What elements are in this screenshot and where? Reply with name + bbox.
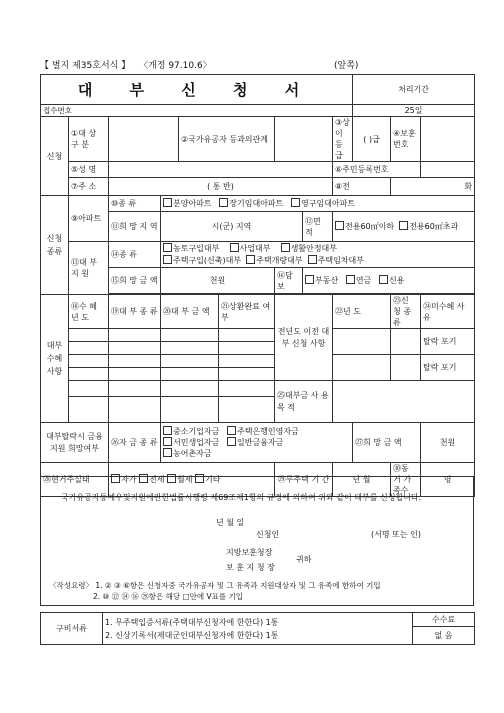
- floor-area-label: ⑫면 적: [303, 212, 333, 242]
- applicant-section-label: [41, 117, 69, 196]
- signature-field[interactable]: (서명 또는 인): [371, 530, 421, 539]
- fund-type-option-label: 일반금융자금: [237, 438, 284, 447]
- checkbox-icon: [305, 275, 314, 284]
- history-cell[interactable]: [219, 368, 275, 381]
- phone-suffix: 화: [464, 182, 473, 191]
- collateral-option[interactable]: [346, 276, 371, 285]
- collateral-option[interactable]: [305, 276, 338, 285]
- declaration-box: [40, 476, 474, 606]
- prev-reason-cell[interactable]: 탈락 포기: [421, 329, 475, 355]
- form-number-label: 【 별지 제35호서식 】: [40, 61, 131, 71]
- fee-label: 수수료: [413, 613, 475, 627]
- desired-amount-field[interactable]: 천원: [161, 268, 275, 294]
- checkbox-icon: [291, 198, 300, 207]
- collateral-option-label: 부동산: [315, 276, 339, 285]
- checkbox-icon: [163, 243, 172, 252]
- history-cell[interactable]: [109, 329, 161, 342]
- apt-type-option-label: 영구임대아파트: [301, 199, 356, 208]
- history-cell[interactable]: [69, 342, 109, 355]
- residence-option-label: 전세: [149, 475, 165, 484]
- apt-type-option[interactable]: [219, 199, 283, 208]
- apt-type-option-label: 분양아파트: [173, 199, 212, 208]
- history-cell[interactable]: [161, 342, 219, 355]
- history-cell[interactable]: [161, 397, 219, 423]
- prev-cell[interactable]: [333, 355, 391, 381]
- loan-kind-option-label: 농토구입대부: [173, 243, 220, 253]
- checkbox-icon: [163, 437, 172, 446]
- checkbox-icon: [227, 426, 236, 435]
- family-count-field[interactable]: 명: [421, 463, 475, 497]
- types-section-label: [41, 196, 69, 295]
- fund-type-option-label: 농어촌자금: [173, 449, 212, 458]
- prev-reason-cell[interactable]: 탈락 포기: [421, 355, 475, 381]
- residence-option-label: 자가: [121, 475, 137, 484]
- documents-label: 구비서류: [41, 613, 103, 645]
- pension-number-field[interactable]: [421, 117, 475, 162]
- fee-value: 없 음: [413, 627, 475, 645]
- history-cell[interactable]: [219, 397, 275, 423]
- checkbox-icon: [163, 255, 172, 264]
- fund-type-label: ㉖자 금 종 류: [109, 423, 161, 463]
- relation-field[interactable]: [275, 117, 333, 162]
- loan-kind-option[interactable]: [163, 256, 241, 265]
- homeless-period-field[interactable]: 년 월: [333, 463, 391, 497]
- loan-kind-option-label: 주택개량대부: [256, 255, 303, 265]
- loan-kind-option[interactable]: [246, 256, 302, 265]
- history-cell[interactable]: [109, 355, 161, 368]
- pension-number-label: ④보훈 번호: [391, 117, 421, 162]
- floor-area-option-label: 전용60㎡초과: [409, 222, 459, 231]
- checkbox-icon: [335, 221, 344, 230]
- collateral-option-label: 연금: [355, 276, 372, 285]
- recipient-suffix: 귀하: [296, 555, 312, 564]
- prev-reason-label: ㉔미수혜 사 유: [421, 295, 475, 329]
- loan-kind-label: ⑭종 류: [109, 242, 161, 268]
- checkbox-icon: [163, 426, 172, 435]
- fund-type-option-label: 서민생업자금: [173, 438, 220, 447]
- collateral-label: ⑯담 보: [275, 268, 303, 294]
- declaration-text: 국가유공자등예우및지원에관한법률시행령 제69조제1항의 규정에 의하여 위와 같이 대부를 신청합니다.: [61, 493, 422, 502]
- loan-kind-option[interactable]: [308, 256, 364, 265]
- checkbox-icon: [399, 221, 408, 230]
- name-field[interactable]: [109, 162, 333, 178]
- floor-area-option[interactable]: [399, 222, 458, 231]
- application-date[interactable]: 년 월 일: [216, 518, 245, 527]
- checkbox-icon: [163, 448, 172, 457]
- history-col-repaid: ㉑상환완료 여 부: [219, 295, 275, 329]
- checkbox-icon: [230, 243, 239, 252]
- previous-application-label: 전년도 이전 대부 신청 사항: [275, 295, 333, 381]
- prev-year-label: ㉒년 도: [333, 295, 391, 329]
- history-col-type: ⑲대 부 종 류: [109, 295, 161, 329]
- disability-grade-label: ③상이 등급: [333, 117, 353, 162]
- history-cell[interactable]: [109, 368, 161, 381]
- types-section-text: 신청종류: [46, 234, 63, 256]
- history-section-label: [41, 295, 69, 423]
- apt-type-option[interactable]: [163, 199, 212, 208]
- checkbox-icon: [219, 198, 228, 207]
- homeless-period-label: ㉙무주택 기 간: [275, 463, 333, 497]
- form-title: 대 부 신 청 서: [41, 75, 353, 105]
- collateral-option[interactable]: [379, 276, 404, 285]
- collateral-option-label: 신용: [388, 276, 405, 285]
- history-cell[interactable]: [69, 355, 109, 368]
- history-cell[interactable]: [219, 355, 275, 368]
- name-label: ⑤성 명: [69, 162, 109, 178]
- address-field[interactable]: [109, 178, 333, 196]
- documents-list: [103, 613, 413, 645]
- history-cell[interactable]: [161, 329, 219, 342]
- form-number: [40, 58, 212, 71]
- history-section-text: 대부수혜사항: [46, 341, 63, 376]
- history-cell[interactable]: [69, 368, 109, 381]
- desired-area-label: ⑪희 망 지 역: [109, 212, 161, 242]
- fund-type-option[interactable]: [227, 427, 299, 436]
- loan-purpose-field[interactable]: [333, 381, 475, 423]
- history-cell[interactable]: [219, 342, 275, 355]
- apartment-label: ⑨아파트: [69, 196, 109, 242]
- history-cell[interactable]: [69, 381, 109, 397]
- page-side-label: (앞쪽): [334, 61, 359, 71]
- desired-area-field[interactable]: 시(군) 지역: [161, 212, 303, 242]
- target-type-label: ①대 상 구 분: [69, 117, 109, 162]
- apt-type-option-label: 장기임대아파트: [229, 199, 284, 208]
- family-count-label: ㉚동 거 가족수: [391, 463, 421, 497]
- prev-type-label: ㉓신 청 종 류: [391, 295, 421, 329]
- loan-kind-option-label: 주택구입(신축)대부: [173, 255, 242, 265]
- checkbox-icon: [281, 243, 290, 252]
- history-cell[interactable]: [109, 397, 161, 423]
- residence-label: ㉘현거주실태: [41, 463, 109, 497]
- history-cell[interactable]: [219, 329, 275, 342]
- loan-kind-options: [161, 242, 475, 268]
- history-cell[interactable]: [219, 381, 275, 397]
- receipt-number-label: 접수번호: [41, 105, 353, 117]
- loan-kind-option[interactable]: [281, 244, 337, 253]
- loan-kind-option[interactable]: [163, 244, 219, 253]
- fund-type-option-label: 중소기업자금: [173, 427, 220, 436]
- residence-option-label: 기타: [205, 475, 221, 484]
- history-cell[interactable]: [161, 381, 219, 397]
- loan-kind-option-label: 생활안정대부: [290, 243, 338, 253]
- prev-cell[interactable]: [391, 355, 421, 381]
- processing-period-label: 처리기간: [353, 75, 475, 105]
- apt-type-label: ⑩종 류: [109, 196, 161, 212]
- applicant-section-text: 신청: [46, 151, 63, 161]
- relation-label: ②국가유공자 등과의관계: [179, 117, 275, 162]
- revision-label: 〈개정 97.10.6〉: [139, 61, 212, 71]
- fund-type-option-label: 주택은행인영자금: [237, 427, 299, 436]
- collateral-options: [303, 268, 475, 294]
- loan-kind-option-label: 사업대부: [239, 243, 271, 253]
- processing-period-value: 25일: [353, 105, 475, 117]
- prev-cell[interactable]: [333, 329, 391, 355]
- checkbox-icon: [379, 275, 388, 284]
- fund-amount-field[interactable]: 천원: [421, 423, 475, 463]
- loan-support-label: ⑬대 부 지 원: [69, 242, 109, 295]
- recipient-line-1: 지방보훈청장: [226, 548, 273, 557]
- document-item: 2. 신상기록서(제대군인대부신청자에 한한다) 1통: [105, 630, 279, 640]
- history-cell[interactable]: [161, 355, 219, 368]
- phone-label: ⑧전: [333, 178, 391, 196]
- loan-purpose-label: ㉕대부금 사 용 목 적: [275, 381, 333, 423]
- checkbox-icon: [227, 437, 236, 446]
- financial-support-label: 대부탈락시 금융지원 희망여부: [41, 423, 109, 463]
- disability-grade-field[interactable]: ( )급: [353, 117, 391, 162]
- loan-kind-option-label: 주택임차대부: [317, 255, 365, 265]
- floor-area-option-label: 전용60㎡이하: [345, 222, 395, 231]
- history-col-year: ⑱수 혜 년 도: [69, 295, 109, 329]
- document-item: 1. 무주택입증서류(주택대부신청자에 한한다) 1통: [105, 617, 279, 627]
- history-cell[interactable]: [69, 397, 109, 423]
- history-cell[interactable]: [109, 381, 161, 397]
- history-cell[interactable]: [161, 368, 219, 381]
- phone-field[interactable]: [391, 178, 475, 196]
- loan-application-form: [40, 74, 475, 497]
- history-cell[interactable]: [69, 329, 109, 342]
- address-tong-text: ( 통 반): [207, 182, 234, 191]
- apt-type-options: [161, 196, 475, 212]
- guide-line-1: 〈작성요령〉 1. ② ③ ⑥항은 신청자중 국가유공자 및 그 유족과 지원대상자 및 그 유족에 한하여 기입: [49, 581, 381, 590]
- resident-number-label: ⑥주민등록번호: [333, 162, 421, 178]
- checkbox-icon: [246, 255, 255, 264]
- address-label: ⑦주 소: [69, 178, 109, 196]
- checkbox-icon: [308, 255, 317, 264]
- resident-number-field[interactable]: [421, 162, 475, 178]
- guide-line-2: 2. ⑩ ⑫ ⑭ ⑯ ㉘항은 해당 □안에 V표를 기입: [93, 592, 244, 601]
- documents-table: [40, 612, 475, 645]
- floor-area-options: [333, 212, 475, 242]
- loan-kind-option[interactable]: [230, 244, 271, 253]
- checkbox-icon: [163, 198, 172, 207]
- recipient-line-2: 보 훈 지 청 장: [226, 563, 275, 572]
- target-type-field[interactable]: [109, 117, 179, 162]
- fund-type-option[interactable]: [163, 449, 212, 458]
- fund-type-options: [161, 423, 353, 463]
- applicant-signer-label: 신청인: [256, 530, 280, 539]
- fund-type-option[interactable]: [227, 438, 283, 447]
- checkbox-icon: [346, 275, 355, 284]
- apt-type-option[interactable]: [291, 199, 355, 208]
- fund-type-option[interactable]: [163, 438, 219, 447]
- fund-amount-label: ㉗희 망 금 액: [353, 423, 421, 463]
- history-cell[interactable]: [109, 342, 161, 355]
- desired-amount-label: ⑮희 망 금 액: [109, 268, 161, 294]
- residence-option-label: 월세: [177, 475, 193, 484]
- fund-type-option[interactable]: [163, 427, 219, 436]
- floor-area-option[interactable]: [335, 222, 394, 231]
- prev-cell[interactable]: [391, 329, 421, 355]
- history-col-amount: ⑳대 부 금 액: [161, 295, 219, 329]
